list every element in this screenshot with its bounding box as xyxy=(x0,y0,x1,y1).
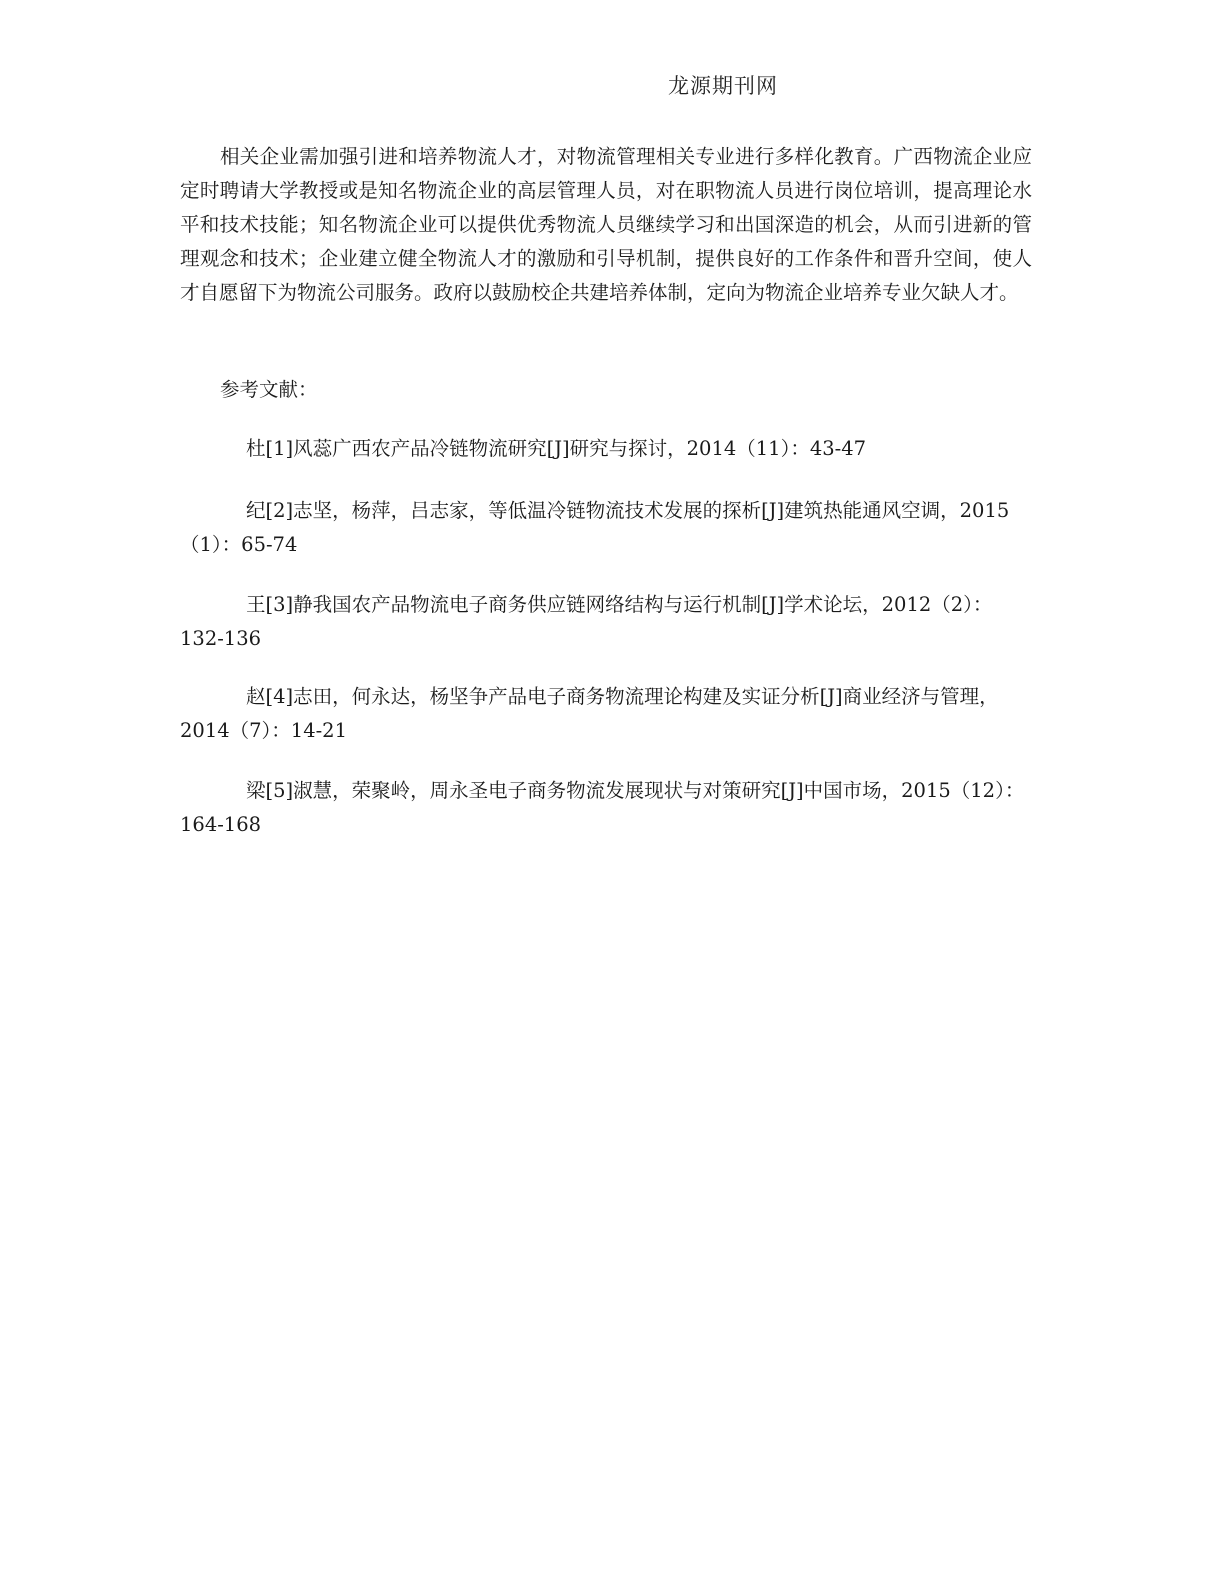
references-title: 参考文献： xyxy=(220,378,318,401)
reference-item: 梁[5]淑慧，荣聚岭，周永圣电子商务物流发展现状与对策研究[J]中国市场，2015（12）：164-168 xyxy=(180,779,1025,836)
reference-item: 赵[4]志田，何永达，杨坚争产品电子商务物流理论构建及实证分析[J]商业经济与管理，2014（7）：14-21 xyxy=(180,685,999,742)
reference-item: 杜[1]风蕊广西农产品冷链物流研究[J]研究与探讨，2014（11）：43-47 xyxy=(246,437,867,460)
reference-item: 纪[2]志坚，杨萍，吕志家，等低温冷链物流技术发展的探析[J]建筑热能通风空调，2015（1）：65-74 xyxy=(180,499,1010,556)
page-header-site-name: 龙源期刊网 xyxy=(668,74,778,98)
body-paragraph: 相关企业需加强引进和培养物流人才，对物流管理相关专业进行多样化教育。广西物流企业应定时聘请大学教授或是知名物流企业的高层管理人员，对在职物流人员进行岗位培训，提高理论水平和技术技能；知名物流企业可以提供优秀物流人员继续学习和出国深造的机会，从而引进新的管理观念和技术；企业建立健全物流人才的激励和引导机制，提供良好的工作条件和晋升空间，使人才自愿留下为物流公司服务。政府以鼓励校企共建培养体制，定向为物流企业培养专业欠缺人才。 xyxy=(180,145,1032,304)
reference-item: 王[3]静我国农产品物流电子商务供应链网络结构与运行机制[J]学术论坛，2012（2）：132-136 xyxy=(180,593,993,650)
